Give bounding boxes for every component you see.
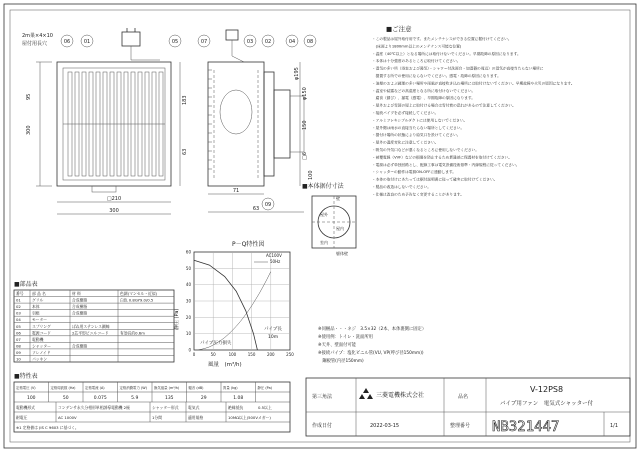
bottom-note-line: ※同梱品・・・ネジ 3.5×32（2本、本体裏側に固定）	[318, 327, 427, 332]
dim-side3: 150	[302, 120, 308, 130]
spec-shutter-value: 電気式	[188, 405, 200, 410]
parts-cell: グリル	[32, 297, 44, 303]
note-line: ・被覆電線（VVF）などの損傷を防止するため貫通部に保護材を取付けてください。	[372, 155, 512, 160]
parts-cell: 04	[16, 317, 21, 323]
callout-05-label: 05	[171, 39, 179, 45]
dim-bottom: 300	[109, 208, 119, 214]
label-wall2: 躯体壁	[336, 251, 348, 256]
note-line: ・屋外側は雨水の直接当たらない場所としてください。	[372, 125, 465, 130]
label-side: 屋内	[336, 226, 344, 231]
parts-cell: 合成樹脂	[72, 304, 88, 310]
note-line: ・シャッターの動作は電源ON-OFFに連動します。	[372, 170, 456, 175]
spec-motor-label: 電動機形式	[16, 405, 35, 410]
label-room: 室内	[320, 240, 328, 245]
front-view	[22, 28, 188, 214]
side-body	[208, 62, 264, 186]
side-view	[198, 30, 316, 212]
note-line: ・吸気の外気口などが悪くなるところに使用しないでください。	[372, 148, 479, 152]
spec-cell: 5.9	[131, 396, 139, 401]
spec-header: 定格電流 (A)	[85, 386, 105, 390]
spec-header: 騒音 (dB)	[188, 386, 204, 390]
install-title: ■本体据付寸法	[302, 183, 344, 190]
parts-cell: パッキン	[32, 356, 48, 362]
spec-header: 定格電圧 (V)	[16, 386, 36, 390]
parts-cell: 05	[16, 323, 21, 329]
note-line: ・仕様は改良のため予告なく変更することがあります。	[372, 192, 464, 197]
name-label: 品名	[458, 394, 469, 400]
pq-y-tick: 30	[185, 298, 191, 304]
parts-cell: 01	[16, 297, 21, 303]
note-line: ・接続パイプを必ず接続してください。	[372, 111, 439, 115]
spec-header: 静圧 (Pa)	[257, 386, 272, 390]
note-line: ・温室や結露などの高湿度となる所に取付けないでください。	[372, 88, 476, 93]
note-line: ・油煙のおよぶ調理の多い場所や雨風が直接吹き込む場所には取付けないでください。早期故障や火災の原因になります。	[372, 81, 575, 86]
dim-side1: φ195	[294, 67, 300, 80]
parts-table	[14, 280, 174, 362]
note-line: ・湿気の多い所（浴室および湯気）・シャワー付洗面台・加湿器の周辺）の湿気が直接当たらない場所に	[372, 66, 544, 71]
parts-cell: 08	[16, 343, 21, 349]
spec-header: 定格周波数 (Hz)	[50, 386, 76, 390]
pq-x-tick: 50	[210, 352, 216, 357]
fan-blade	[220, 90, 252, 134]
dim-side2: φ150	[302, 87, 308, 100]
note-line: ・製品の改造はしないでください。	[372, 185, 431, 189]
parts-cell: 07	[16, 336, 21, 342]
spec-cell: 1.08	[233, 396, 244, 401]
parts-cell: 合成樹脂	[72, 343, 88, 349]
pq-legend-b: 50Hz	[270, 259, 281, 264]
spec-insul-value: 0.5以上	[258, 405, 272, 410]
parts-cell: 02	[16, 304, 21, 310]
label-screw: 2m巣×4×10	[22, 33, 53, 39]
spec-volt-time: 1分間	[152, 415, 163, 420]
parts-header: 色調(マンセル・近似)	[120, 291, 158, 297]
notes-block	[318, 24, 575, 364]
dim-right-a: 183	[182, 95, 188, 105]
product-name: パイプ用ファン 電気式シャッター付	[500, 401, 594, 407]
note-line: ・温度（40℃以上）となる場所には取付けないでください。早期故障の原因になります。	[372, 51, 521, 56]
pq-chart	[173, 240, 294, 368]
note-line: ・本体は十分強度のあるところに取付けてください。	[372, 59, 461, 64]
date-value: 2022-03-15	[370, 423, 400, 429]
svg-text:三菱電機株式会社: 三菱電機株式会社	[376, 392, 425, 399]
pq-x-tick: 0	[192, 352, 196, 357]
pq-x-tick: 250	[286, 352, 294, 357]
spec-header: 換気風量 (m³/h)	[154, 386, 180, 390]
note-line: ・屋外および雪国の屋上に取付ける場合は雪付着の恐れがあるので注意してください。	[372, 103, 516, 108]
specs-title: ■特性表	[14, 373, 38, 380]
pq-resistance-label: パイプ圧力損失	[200, 341, 232, 346]
spec-volt-label: 耐電圧	[16, 415, 28, 420]
parts-cell: 羽根	[32, 310, 40, 316]
pq-y-tick: 0	[188, 347, 191, 353]
parts-cell: 合成樹脂	[72, 310, 88, 316]
parts-cell: 09	[16, 349, 21, 355]
parts-header: 材 料	[72, 291, 81, 297]
pq-ylabel: 静圧 (Pa)	[174, 308, 180, 330]
parts-cell: 2芯平形ビニルコード	[72, 330, 109, 336]
doc-label: 整理番号	[450, 423, 471, 429]
dim-left: 300	[26, 125, 32, 135]
dim-width: □210	[106, 196, 122, 202]
spec-std-label: 適用規格	[188, 415, 204, 420]
spec-note: ※1 定格値は JIS C 9603 に基づく。	[16, 425, 79, 430]
parts-cell: 03	[16, 310, 21, 316]
bottom-note-line: ※天井、壁面付可能	[318, 343, 356, 348]
dim-side: 95	[26, 93, 32, 100]
label-outside: 屋外	[320, 212, 328, 217]
sheet-number: 1/1	[610, 423, 619, 429]
svg-text:04: 04	[288, 39, 296, 45]
pq-x-tick: 200	[266, 352, 275, 357]
parts-header: 番号	[16, 291, 24, 297]
bottom-note-line: 鋼板管(内径150mm)	[318, 359, 364, 364]
bottom-note-line: ※接続パイプ：塩化ビニル管(VU, VP(呼び径150mm))	[318, 351, 424, 356]
pq-x-tick: 100	[228, 352, 237, 357]
spec-volt-value: AC 1000V	[58, 415, 77, 420]
front-grille	[63, 72, 165, 176]
parts-cell: モーター	[32, 317, 48, 323]
notes-title: ■ご注意	[386, 25, 412, 33]
pq-xlabel: 風量 (m³/h)	[208, 362, 242, 368]
pq-y-tick: 50	[185, 265, 191, 271]
svg-text:02: 02	[264, 39, 272, 45]
parts-cell: シャッター	[32, 343, 51, 349]
mitsubishi-logo	[359, 388, 424, 399]
note-line: ・据付け場所の状態により給気口を設けてください。	[372, 133, 461, 138]
parts-cell: 電動機	[32, 336, 44, 342]
callout-01-label: 01	[83, 39, 91, 45]
note-line: ・電源は必ず単独回路とし、配線工事は電気設備技術基準・内線規程に従ってください。	[372, 162, 520, 167]
date-label: 作成日付	[312, 423, 333, 429]
note-line: ・本体の取付けにあたっては据付説明書に従って確実に取付けてください。	[372, 177, 498, 182]
dim-right-b: 63	[182, 148, 188, 155]
pq-title: P－Q特性図	[232, 241, 265, 248]
parts-cell: 10	[16, 356, 21, 362]
spec-cell: 29	[200, 396, 207, 401]
pq-x-tick: 150	[247, 352, 256, 357]
parts-header: 部 品 名	[32, 291, 46, 297]
pq-y-tick: 60	[185, 249, 191, 255]
spec-cell: 0.075	[93, 396, 107, 401]
parts-cell: ばね用ステンレス鋼線	[72, 323, 110, 329]
callout-06-label: 06	[63, 39, 71, 45]
spec-cell: 135	[164, 396, 174, 401]
pq-y-tick: 40	[185, 282, 191, 288]
note-line: (床面より1800mm以上のメンテナンス可能な位置)	[372, 44, 462, 49]
parts-cell: 合成樹脂	[72, 297, 88, 303]
spec-table	[14, 372, 290, 432]
dim-side5: 100	[308, 170, 314, 180]
spec-std-value: 10MΩ以上(500Vメガー)	[228, 415, 271, 420]
pq-y-tick: 20	[185, 314, 191, 320]
install-detail	[302, 182, 356, 256]
spec-header: 定格消費電力 (W)	[119, 386, 147, 390]
note-line: 腐食（錆び）、漏電（感電）、早期故障の原因になります。	[372, 96, 475, 101]
parts-cell: 白色 0.8GY9.0/0.5	[120, 297, 154, 303]
spec-header: 質量 (kg)	[223, 386, 238, 390]
side-plug-icon	[226, 30, 238, 40]
label-wall: 壁	[336, 196, 340, 201]
bottom-note-line: ※使用例：トイレ・洗面所用	[318, 335, 373, 340]
pq-y-tick: 10	[185, 331, 191, 337]
note-line: ・この製品は屋外取付用です。またメンテナンスができる位置に据付けてください。	[372, 37, 512, 41]
parts-cell: 本体	[32, 304, 40, 310]
label-hole: 屋付用長穴	[22, 41, 48, 47]
note-line: ・アルミフレキシブルダクトには使用しないでください。	[372, 118, 468, 123]
svg-text:07: 07	[200, 39, 208, 45]
dim-depth: 63	[252, 206, 260, 212]
pq-pipe-value: 10m	[268, 335, 279, 340]
pq-legend-a: AC100V	[266, 253, 282, 258]
svg-text:09: 09	[264, 202, 272, 208]
pq-pipe-label: パイプ長	[264, 327, 282, 332]
spec-cell: 50	[62, 396, 69, 401]
parts-cell: 電源コード	[32, 330, 51, 336]
note-line: ・屋外の温度変化に注意してください。	[372, 140, 439, 145]
doc-number: NB321447	[492, 419, 560, 435]
plug-icon	[122, 32, 140, 46]
svg-text:03: 03	[246, 39, 254, 45]
parts-cell: 06	[16, 330, 21, 336]
spec-insul-label: 絶縁抵抗	[228, 405, 244, 410]
angle-label: 第三角法	[312, 394, 333, 400]
title-block	[306, 378, 630, 436]
note-line: 据置する所での使用にならないでください。感電・故障の原因になります。	[372, 74, 501, 78]
parts-cell: スプリング	[32, 323, 51, 329]
parts-cell: ソレノイド	[32, 349, 51, 355]
model-name: V-12PS8	[530, 385, 564, 394]
parts-title: ■部品表	[14, 281, 38, 288]
dim-71: 71	[232, 188, 240, 194]
svg-text:08: 08	[306, 39, 314, 45]
spec-cell: 100	[26, 396, 36, 401]
dim-side4: □6	[302, 152, 308, 160]
parts-cell: 有効長約0.6m	[120, 330, 145, 336]
spec-motor-value: コンデンサ永久分相形単相誘導電動機 2極	[58, 405, 130, 410]
spec-shutter-label: シャッター形式	[152, 405, 179, 410]
